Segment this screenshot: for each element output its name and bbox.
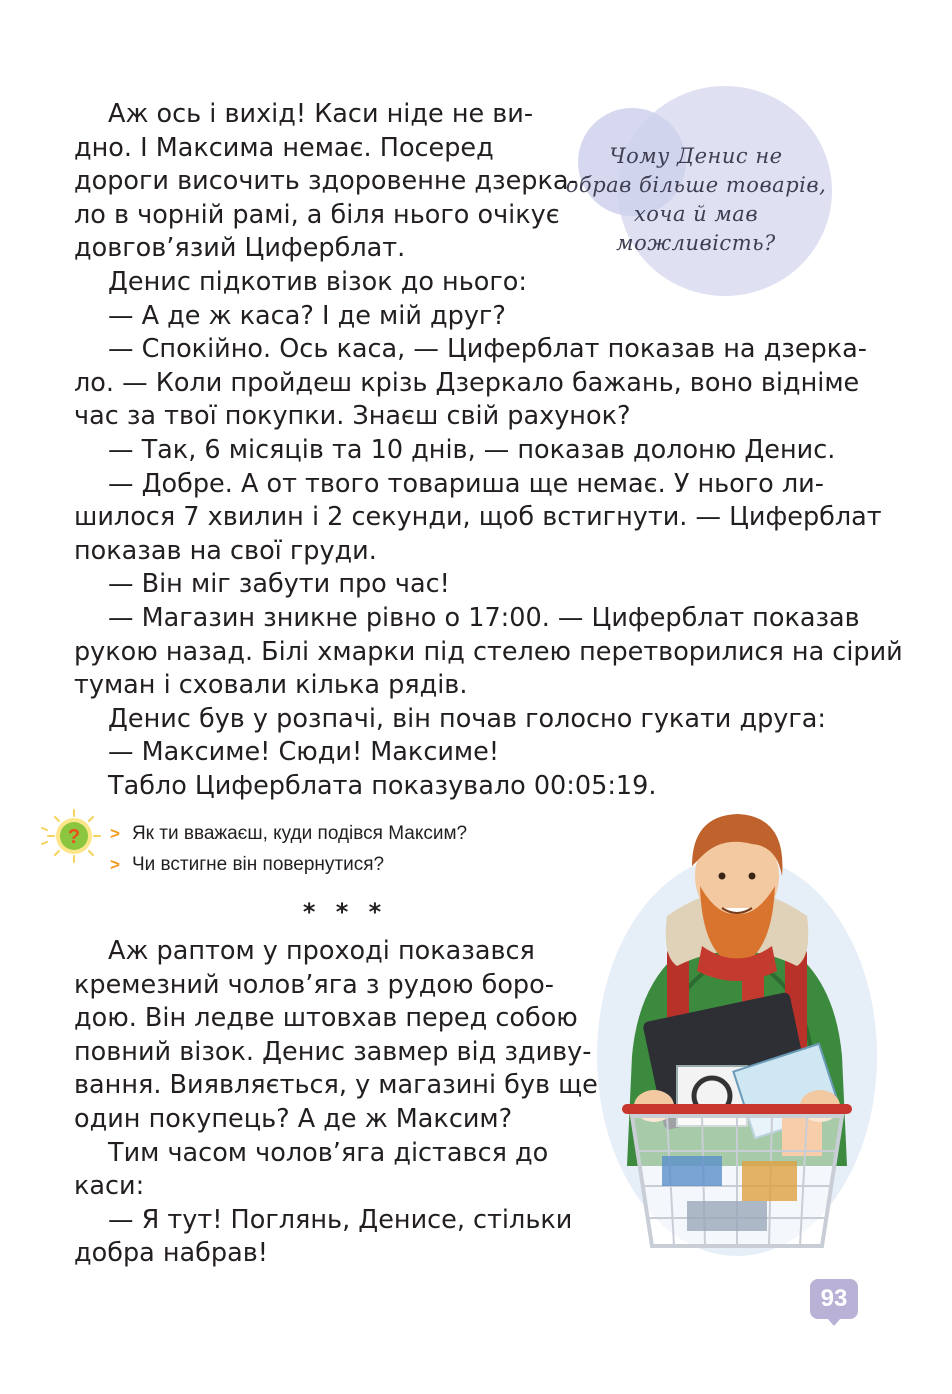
callout-line: хоча й мав — [633, 202, 759, 226]
text-line: рукою назад. Білі хмарки під стелею перетворилися на сірий — [74, 636, 903, 667]
question-item — [110, 818, 467, 849]
text-line: туман і сховали кілька рядів. — [74, 670, 468, 701]
text-line: дою. Він ледве штовхав перед собою — [74, 1003, 578, 1034]
svg-text:?: ? — [67, 826, 81, 848]
text-line: Денис був у розпачі, він почав голосно гукати друга: — [108, 703, 826, 734]
question-text: Чи встигне він повернутися? — [131, 854, 385, 875]
text-line: каси: — [74, 1171, 145, 1202]
question-item — [110, 849, 467, 880]
text-line: — Я тут! Поглянь, Денисе, стільки — [108, 1204, 573, 1235]
text-line: час за твої покупки. Знаєш свій рахунок? — [74, 401, 631, 432]
question-icon — [40, 808, 106, 864]
arrow-icon: > — [110, 855, 120, 874]
question-list — [110, 818, 467, 880]
text-line: ло в чорній рамі, а біля нього очікує — [74, 199, 560, 230]
page-number: 93 — [810, 1279, 858, 1319]
text-line: Аж ось і вихід! Каси ніде не ви- — [108, 99, 534, 129]
text-line: показав на свої груди. — [74, 535, 377, 566]
text-line: один покупець? А де ж Максим? — [74, 1103, 513, 1134]
callout-line: Чому Денис не — [609, 144, 783, 168]
text-line: — Він міг забути про час! — [108, 569, 450, 600]
paragraph-intro — [74, 98, 578, 266]
text-line: — Так, 6 місяців та 10 днів, — показав долоню Денис. — [108, 434, 836, 465]
text-line: довгов’язий Циферблат. — [74, 233, 406, 264]
text-line: — Максиме! Сюди! Максиме! — [108, 737, 500, 768]
text-line: добра набрав! — [74, 1238, 268, 1269]
text-line: — Магазин зникне рівно о 17:00. — Циферблат показав — [108, 602, 860, 633]
text-line: Аж раптом у проході показався — [108, 936, 535, 966]
callout-question — [548, 142, 844, 258]
text-line: Табло Циферблата показувало 00:05:19. — [108, 770, 657, 801]
section-separator: * * * — [302, 898, 388, 926]
text-line: ло. — Коли пройдеш крізь Дзеркало бажань, воно відніме — [74, 367, 860, 398]
callout-line: можливість? — [616, 231, 776, 255]
paragraph-dialogue — [74, 266, 903, 804]
text-line: Тим часом чолов’яга дістався до — [108, 1137, 549, 1168]
paragraph-arrival — [74, 935, 598, 1271]
text-line: — Спокійно. Ось каса, — Циферблат показав на дзерка- — [108, 334, 867, 365]
page-number-tail — [827, 1318, 841, 1326]
text-line: дно. І Максима немає. Посеред — [74, 132, 494, 163]
text-line: вання. Виявляється, у магазині був ще — [74, 1070, 598, 1101]
question-text: Як ти вважаєш, куди подівся Максим? — [131, 823, 468, 844]
callout-line: обрав більше товарів, — [565, 173, 827, 197]
text-line: Денис підкотив візок до нього: — [108, 267, 527, 297]
text-line: кремезний чолов’яга з рудою боро- — [74, 969, 554, 1000]
text-line: шилося 7 хвилин і 2 секунди, щоб встигнути. — Циферблат — [74, 502, 882, 533]
text-line: — А де ж каса? І де мій друг? — [108, 300, 506, 331]
text-line: дороги височить здоровенне дзерка- — [74, 166, 578, 197]
text-line: повний візок. Денис завмер від здиву- — [74, 1036, 592, 1067]
arrow-icon: > — [110, 824, 120, 843]
bearded-man-cart-illustration — [592, 806, 882, 1268]
text-line: — Добре. А от твого товариша ще немає. У нього ли- — [108, 468, 824, 499]
